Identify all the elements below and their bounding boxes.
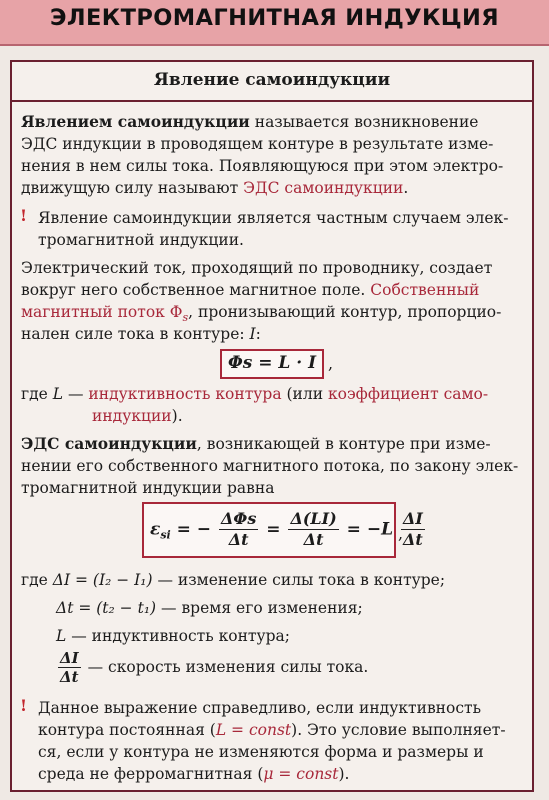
paragraph-line bbox=[92, 406, 549, 426]
expression: ΔI = (I₂ − I₁) bbox=[52, 571, 153, 589]
definition-line bbox=[21, 112, 526, 132]
numerator: ΔI bbox=[60, 648, 79, 667]
text: ). bbox=[171, 407, 183, 425]
numerator: ΔΦs bbox=[220, 509, 257, 528]
punctuation: , bbox=[398, 524, 404, 543]
text: где bbox=[21, 571, 53, 589]
fraction-flux bbox=[219, 509, 258, 550]
definition-item bbox=[21, 570, 526, 590]
fraction-rate bbox=[58, 649, 81, 686]
note-line: ся, если у контура не изменяются форма и размеры и bbox=[38, 743, 484, 761]
fraction-li bbox=[288, 509, 338, 550]
fraction-current bbox=[401, 509, 425, 550]
text: среда не ферромагнитная ( bbox=[38, 765, 264, 783]
text: называется возникновение bbox=[249, 113, 479, 131]
text: нален силе тока в контуре: bbox=[21, 325, 250, 343]
text: движущую силу называют bbox=[21, 179, 244, 197]
text: вокруг него собственное магнитное поле. bbox=[21, 281, 371, 299]
note-line: тромагнитной индукции. bbox=[38, 231, 244, 249]
term-self-induction-coefficient: индукции bbox=[92, 407, 172, 425]
variable: L bbox=[52, 385, 64, 403]
section-heading: Явление самоиндукции bbox=[153, 70, 391, 90]
paragraph-line bbox=[21, 324, 526, 344]
denominator: Δt bbox=[403, 530, 423, 549]
text: — время его изменения; bbox=[156, 599, 363, 617]
definition-line: нения в нем силы тока. Появляющуюся при этом электро- bbox=[21, 157, 504, 175]
page-title: ЭЛЕКТРОМАГНИТНАЯ ИНДУКЦИЯ bbox=[50, 5, 499, 31]
note-line: Данное выражение справедливо, если индуктивность bbox=[38, 699, 482, 717]
note-line: Явление самоиндукции является частным случаем элек- bbox=[38, 209, 509, 227]
term-emf-self-induction: ЭДС самоиндукции bbox=[243, 179, 404, 197]
text: ). Это условие выполняет- bbox=[291, 721, 506, 739]
denominator: Δt bbox=[60, 667, 79, 686]
text: ). bbox=[338, 765, 350, 783]
text: где bbox=[21, 385, 53, 403]
definition-item bbox=[56, 598, 549, 618]
term-inductance: индуктивность контура bbox=[88, 385, 282, 403]
definition-line bbox=[21, 178, 526, 198]
term-emf-self-induction: ЭДС самоиндукции bbox=[21, 434, 197, 453]
subscript: si bbox=[160, 528, 171, 542]
denominator: Δt bbox=[228, 530, 249, 549]
term-self-induction-coefficient: коэффициент само- bbox=[327, 385, 489, 403]
text: (или bbox=[281, 385, 328, 403]
expression: L bbox=[56, 627, 67, 645]
section-header bbox=[12, 62, 532, 102]
exclamation-icon: ! bbox=[20, 206, 28, 225]
text: : bbox=[255, 325, 261, 343]
paragraph-line: Электрический ток, проходящий по проводнику, создает bbox=[21, 259, 493, 277]
expression: Δt = (t₂ − t₁) bbox=[56, 599, 157, 617]
text: контура постоянная ( bbox=[38, 721, 216, 739]
text: , возникающей в контуре при изме- bbox=[196, 435, 491, 453]
text: — индуктивность контура; bbox=[66, 627, 291, 645]
paragraph-line: нении его собственного магнитного потока, по закону элек- bbox=[21, 457, 519, 475]
expression: μ = const bbox=[263, 765, 339, 783]
flux-formula bbox=[220, 349, 324, 379]
subscript: s bbox=[182, 311, 189, 325]
paragraph-line bbox=[21, 280, 526, 300]
definition-item bbox=[56, 626, 549, 646]
operator: = −L bbox=[346, 519, 394, 540]
emf-symbol: ε bbox=[150, 519, 161, 540]
note-line bbox=[38, 764, 543, 784]
content-panel bbox=[10, 60, 534, 792]
term-own-flux: Собственный bbox=[370, 281, 480, 299]
text: . bbox=[403, 179, 409, 197]
numerator: ΔI bbox=[402, 509, 423, 528]
variable: I bbox=[249, 325, 256, 343]
numerator: Δ(LI) bbox=[290, 509, 337, 528]
formula-text: Φs = L · I bbox=[227, 353, 317, 373]
punctuation: , bbox=[328, 354, 334, 373]
note-line bbox=[38, 720, 543, 740]
term-own-flux: магнитный поток Φ bbox=[21, 303, 183, 321]
operator: = bbox=[266, 519, 281, 540]
text: — изменение силы тока в контуре; bbox=[152, 571, 446, 589]
paragraph-line bbox=[21, 434, 526, 454]
exclamation-icon: ! bbox=[20, 696, 28, 715]
paragraph-line bbox=[21, 384, 526, 404]
text: — скорость изменения силы тока. bbox=[82, 658, 369, 676]
text: , пронизывающий контур, пропорцио- bbox=[188, 303, 502, 321]
denominator: Δt bbox=[303, 530, 324, 549]
expression: L = const bbox=[215, 721, 292, 739]
text: — bbox=[63, 385, 89, 403]
operator: = − bbox=[176, 519, 212, 540]
emf-formula-row bbox=[150, 509, 427, 550]
term-self-induction: Явлением самоиндукции bbox=[21, 112, 250, 131]
title-banner bbox=[0, 0, 549, 46]
paragraph-line: тромагнитной индукции равна bbox=[21, 479, 275, 497]
definition-line: ЭДС индукции в проводящем контуре в результате изме- bbox=[21, 135, 494, 153]
definition-item bbox=[56, 646, 549, 687]
